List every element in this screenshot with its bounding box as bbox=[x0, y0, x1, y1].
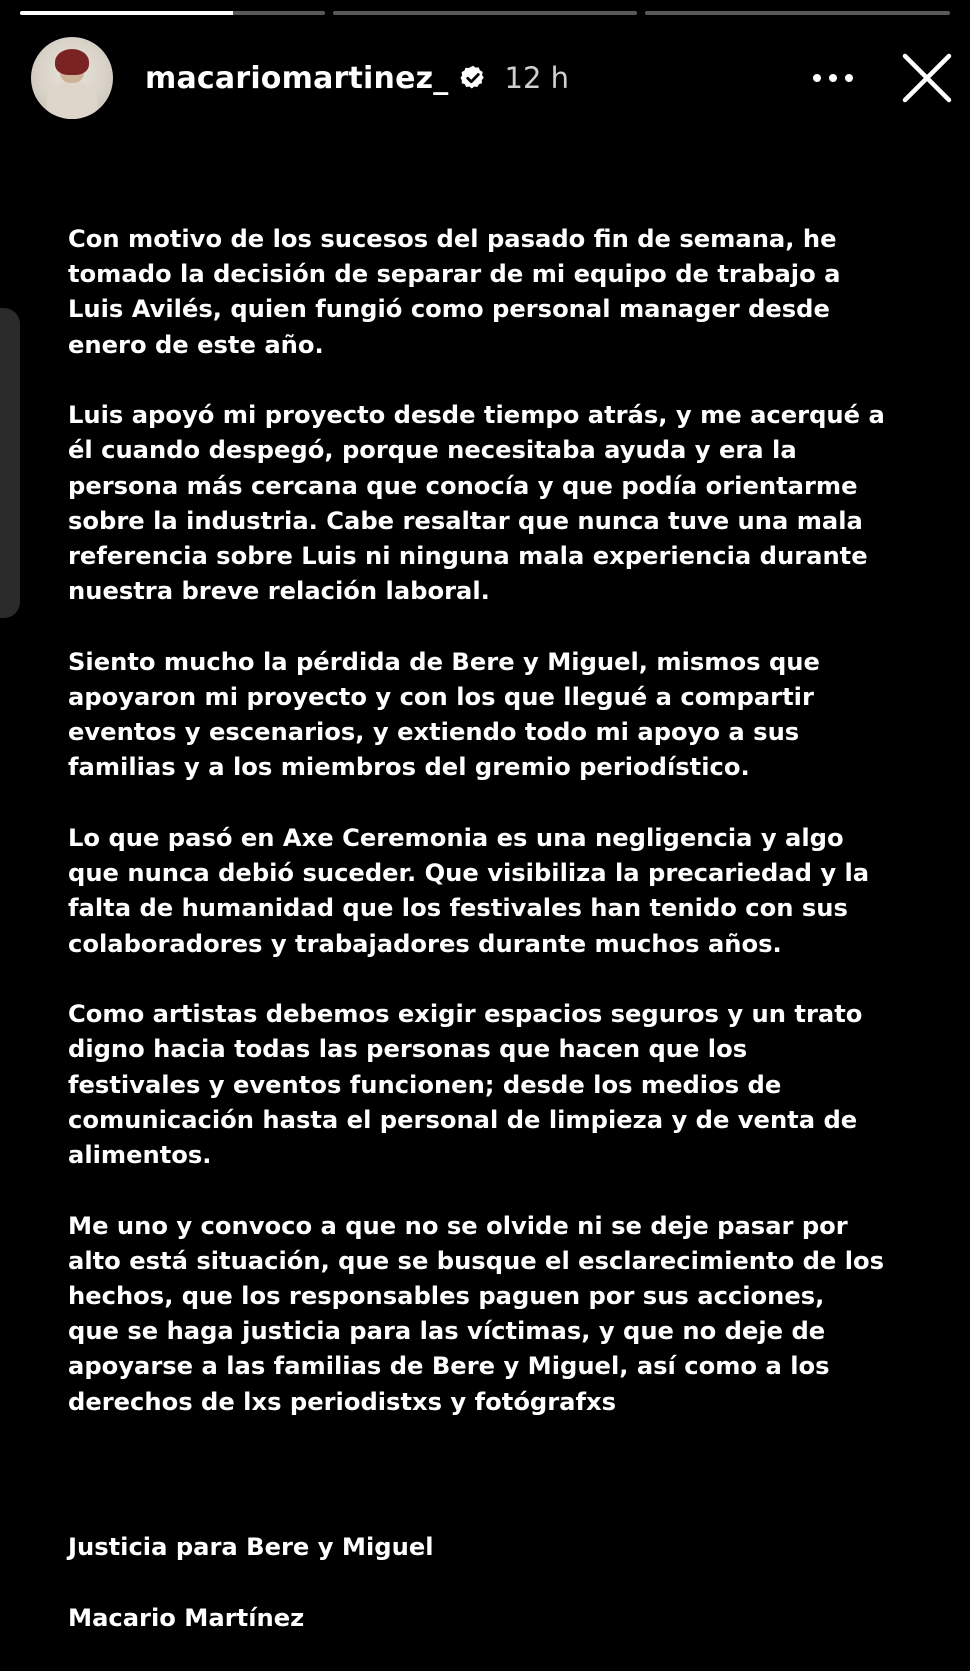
verified-badge-icon bbox=[459, 64, 487, 92]
signoff-line-2: Macario Martínez bbox=[68, 1603, 305, 1632]
avatar-hair bbox=[55, 49, 89, 75]
story-text bbox=[68, 222, 948, 1455]
story-progress-segment-1 bbox=[20, 11, 325, 15]
post-time: 12 h bbox=[504, 61, 570, 95]
side-panel-tab[interactable] bbox=[0, 308, 20, 618]
username[interactable]: macariomartinez_ bbox=[145, 60, 449, 96]
paragraph-5: Como artistas debemos exigir espacios seguros y un trato digno hacia todas las personas que hacen que los festivales y eventos funcionen; desde los medios de comunicación hasta el personal de limpieza y de venta de alimentos. bbox=[68, 1000, 863, 1170]
paragraph-2: Luis apoyó mi proyecto desde tiempo atrás, y me acerqué a él cuando despegó, porque necesitaba ayuda y era la persona más cercana que conocía y que podía orientarme sobre la industria. Cabe resaltar que nunca tuve una mala referencia sobre Luis ni ninguna mala experiencia durante nuestra breve relación laboral. bbox=[68, 401, 885, 606]
more-horizontal-icon[interactable] bbox=[810, 63, 856, 93]
story-progress-fill-1 bbox=[20, 11, 233, 15]
paragraph-4: Lo que pasó en Axe Ceremonia es una negligencia y algo que nunca debió suceder. Que visibiliza la precariedad y la falta de humanidad que los festivales han tenido con sus colaboradores y trabajadores durante muchos años. bbox=[68, 824, 870, 958]
story-progress-segment-3 bbox=[645, 11, 950, 15]
signoff bbox=[68, 1495, 928, 1671]
story-progress-bar bbox=[20, 11, 950, 15]
close-icon[interactable] bbox=[900, 51, 954, 105]
story-progress-segment-2 bbox=[333, 11, 638, 15]
avatar[interactable] bbox=[31, 37, 113, 119]
paragraph-6: Me uno y convoco a que no se olvide ni se deje pasar por alto está situación, que se busque el esclarecimiento de los hechos, que los responsables paguen por sus acciones, que se haga justicia para las víctimas, y que no deje de apoyarse a las familias de Bere y Miguel, así como a los derechos de lxs periodistxs y fotógrafxs bbox=[68, 1211, 885, 1416]
signoff-line-1: Justicia para Bere y Miguel bbox=[68, 1533, 434, 1562]
close-x-graphic bbox=[901, 52, 953, 104]
story-header bbox=[31, 36, 954, 120]
more-dots-graphic bbox=[811, 73, 855, 83]
paragraph-3: Siento mucho la pérdida de Bere y Miguel, mismos que apoyaron mi proyecto y con los que llegué a compartir eventos y escenarios, y extiendo todo mi apoyo a sus familias y a los miembros del gremio periodístico. bbox=[68, 647, 820, 782]
paragraph-1: Con motivo de los sucesos del pasado fin de semana, he tomado la decisión de separar de mi equipo de trabajo a Luis Avilés, quien fungió como personal manager desde enero de este año. bbox=[68, 225, 841, 359]
avatar-torso bbox=[47, 81, 97, 119]
